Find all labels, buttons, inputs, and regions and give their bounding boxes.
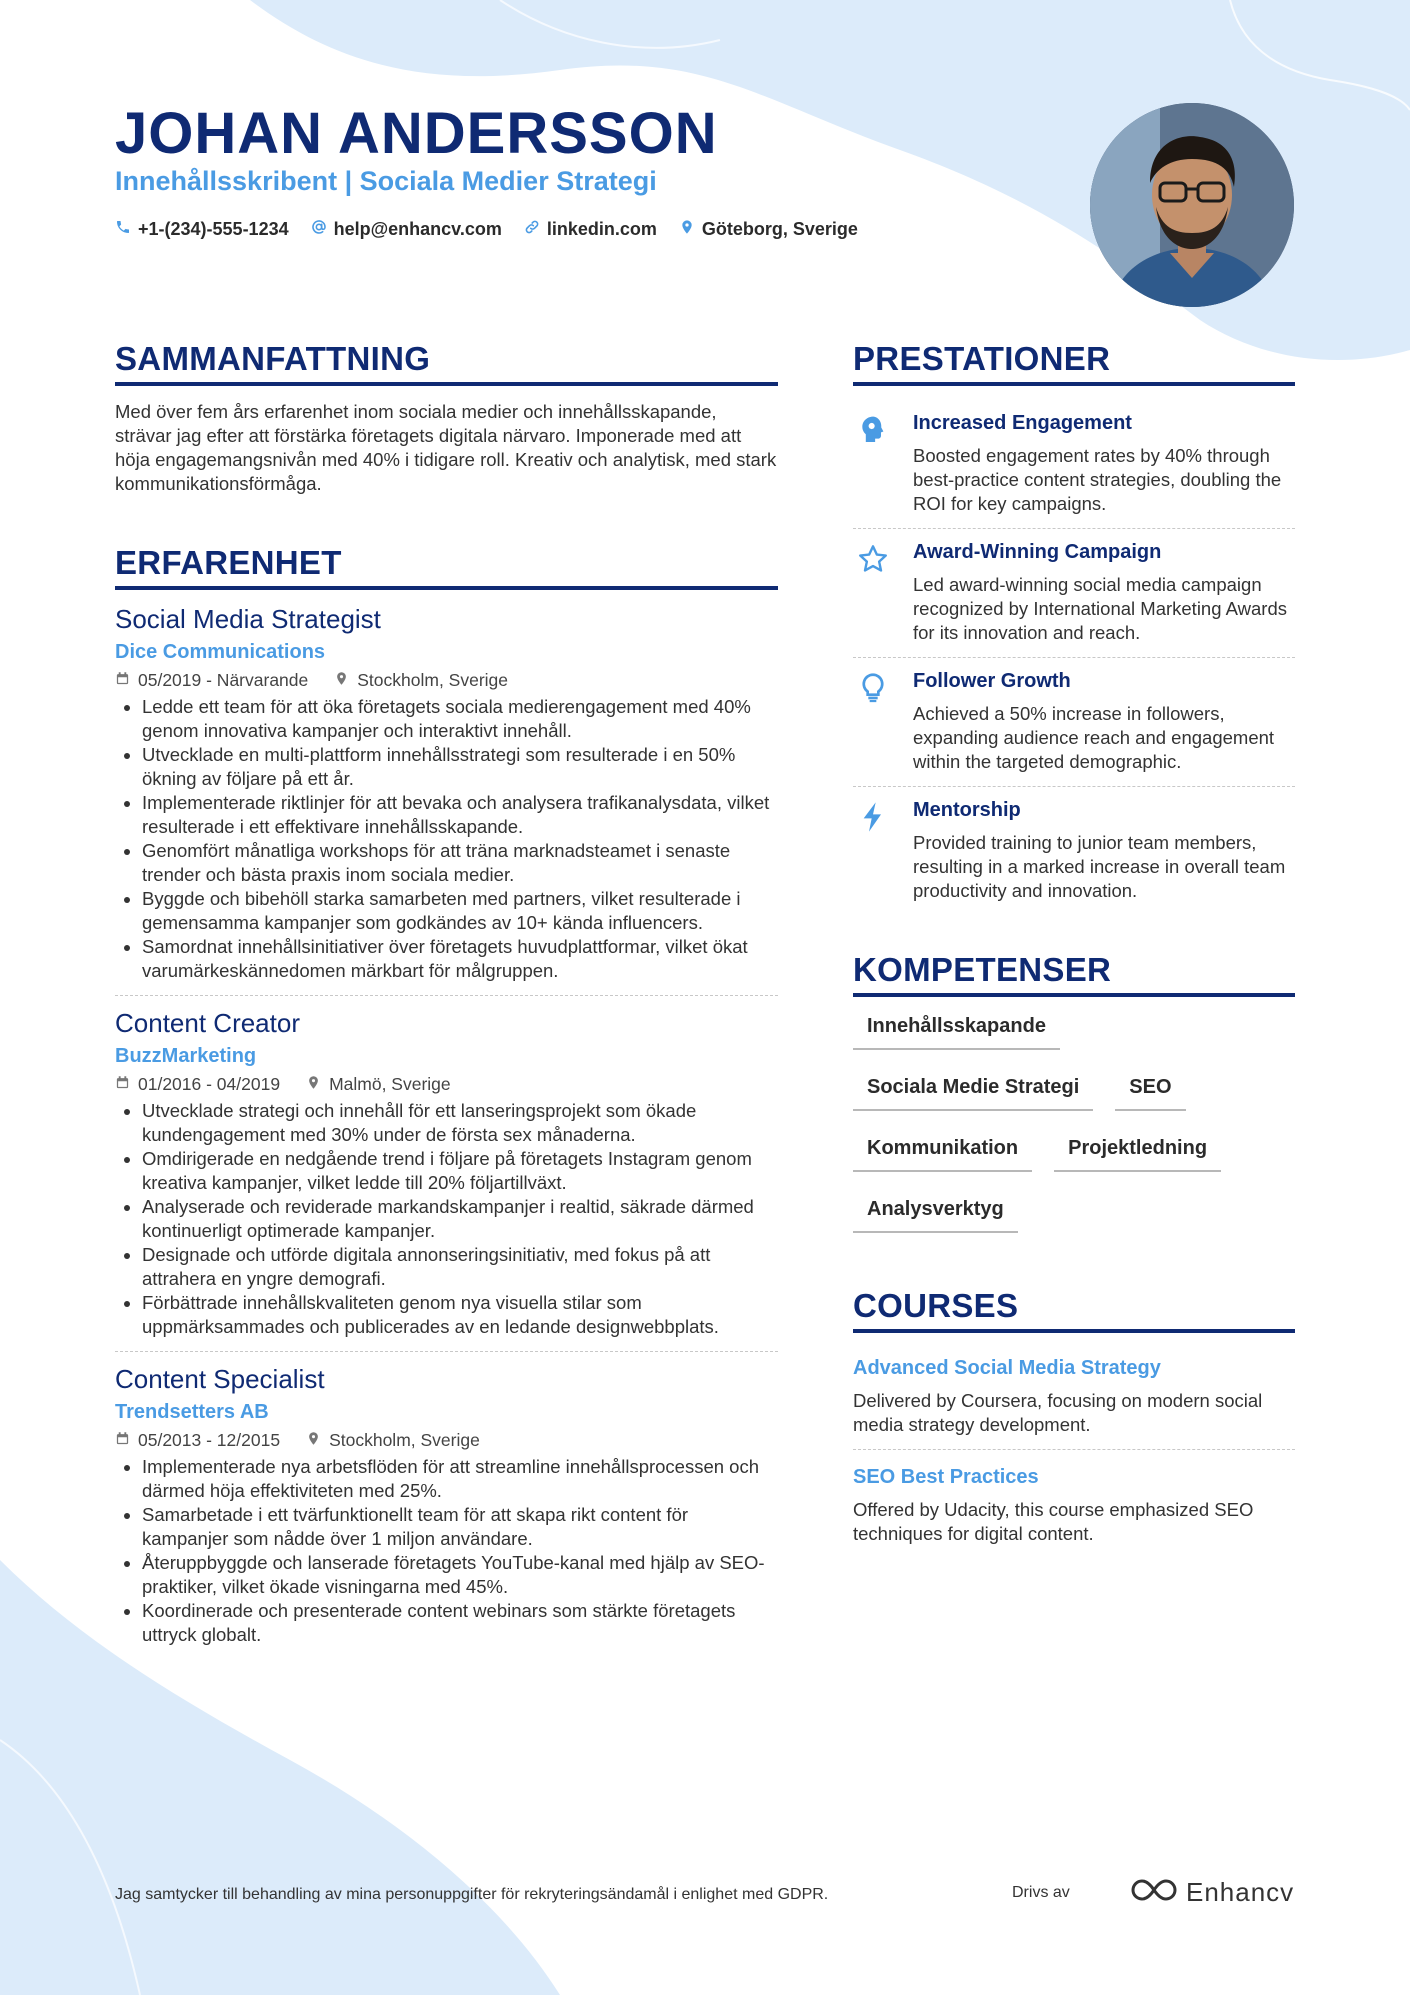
- job-title: Content Creator: [115, 1008, 300, 1038]
- skill-tag: Projektledning: [1054, 1133, 1221, 1172]
- location-text: Göteborg, Sverige: [701, 219, 858, 239]
- job-company: Dice Communications: [115, 641, 326, 663]
- achievement-item: [853, 400, 1295, 529]
- achievement-title: Award-Winning Campaign: [913, 541, 1162, 563]
- achievement-title: Mentorship: [913, 799, 1021, 821]
- skill-tag: SEO: [1115, 1072, 1185, 1111]
- experience-section-title: ERFARENHET: [115, 544, 778, 590]
- candidate-headline: Innehållsskribent | Sociala Medier Strategi: [115, 166, 657, 196]
- job-location: [306, 1074, 451, 1095]
- job-entry: [115, 995, 778, 1351]
- achievements-list: [853, 400, 1295, 915]
- job-bullet: • Designade och utförde digitala annonseringsinitiativ, med fokus på att attrahera en yngre demografi.: [142, 1243, 778, 1291]
- skill-tag: Sociala Medie Strategi: [853, 1072, 1093, 1111]
- job-bullet: • Analyserade och reviderade markandskampanjer i realtid, säkrade därmed kontinuerligt optimerade kampanjer.: [142, 1195, 778, 1243]
- contact-row: [115, 219, 858, 240]
- course-item: [853, 1449, 1295, 1558]
- achievement-desc: Provided training to junior team members, resulting in a marked increase in overall team productivity and innovation.: [913, 832, 1286, 901]
- linkedin-text: linkedin.com: [546, 219, 657, 239]
- calendar-icon: [115, 1430, 130, 1451]
- job-entry: [115, 1351, 778, 1659]
- location-pin-icon: [679, 219, 695, 240]
- job-meta: [115, 1430, 778, 1451]
- location-pin-icon: [306, 1430, 321, 1451]
- right-column: [853, 340, 1295, 1558]
- job-dates-text: 05/2013 - 12/2015: [138, 1430, 281, 1450]
- job-company: Trendsetters AB: [115, 1401, 269, 1423]
- skill-tag: Innehållsskapande: [853, 1011, 1060, 1050]
- course-item: [853, 1347, 1295, 1449]
- achievements-section-title: PRESTATIONER: [853, 340, 1295, 386]
- left-column: [115, 340, 778, 1659]
- phone-text: +1-(234)-555-1234: [138, 219, 289, 239]
- job-bullet: • Omdirigerade en nedgående trend i följare på företagets Instagram genom kreativa kampanjer, vilket ledde till 20% följartillväxt.: [142, 1147, 778, 1195]
- course-desc: Offered by Udacity, this course emphasized SEO techniques for digital content.: [853, 1499, 1254, 1544]
- contact-phone[interactable]: [115, 219, 289, 240]
- courses-section-title: COURSES: [853, 1287, 1295, 1333]
- job-title: Social Media Strategist: [115, 604, 381, 634]
- achievement-desc: Led award-winning social media campaign recognized by International Marketing Awards for its innovation and reach.: [913, 574, 1287, 643]
- lightbulb-icon: [853, 670, 893, 774]
- job-bullet: • Utvecklade en multi-plattform innehållsstrategi som resulterade i en 50% ökning av följare på ett år.: [142, 743, 778, 791]
- job-bullet: • Återuppbyggde och lanserade företagets YouTube-kanal med hjälp av SEO-praktiker, vilket ökade visningarna med 45%.: [142, 1551, 778, 1599]
- course-title: Advanced Social Media Strategy: [853, 1357, 1161, 1379]
- job-location-text: Malmö, Sverige: [329, 1074, 451, 1094]
- contact-email[interactable]: [311, 219, 502, 240]
- job-dates: [115, 1430, 280, 1451]
- achievement-item: [853, 658, 1295, 787]
- achievement-item: [853, 529, 1295, 658]
- enhancv-logo[interactable]: [1130, 1874, 1294, 1911]
- job-entry: [115, 604, 778, 995]
- achievement-item: [853, 787, 1295, 915]
- job-bullet: • Samordnat innehållsinitiativer över företagets huvudplattformar, vilket ökat varumärkeskännedomen märkbart för målgruppen.: [142, 935, 778, 983]
- job-meta: [115, 1074, 778, 1095]
- infinity-logo-icon: [1130, 1874, 1178, 1911]
- star-icon: [853, 541, 893, 645]
- job-bullet: • Implementerade nya arbetsflöden för att streamline innehållsprocessen och därmed höja effektiviteten med 25%.: [142, 1455, 778, 1503]
- course-desc: Delivered by Coursera, focusing on modern social media strategy development.: [853, 1390, 1263, 1435]
- skills-section-title: KOMPETENSER: [853, 951, 1295, 997]
- job-bullet: • Utvecklade strategi och innehåll för ett lanseringsprojekt som ökade kundengagement med 30% under de första sex månaderna.: [142, 1099, 778, 1147]
- job-bullet: • Samarbetade i ett tvärfunktionellt team för att skapa rikt content för kampanjer som nådde över 1 miljon användare.: [142, 1503, 778, 1551]
- job-bullets: [115, 1099, 778, 1339]
- job-dates-text: 01/2016 - 04/2019: [138, 1074, 281, 1094]
- job-bullets: [115, 1455, 778, 1647]
- job-location-text: Stockholm, Sverige: [357, 670, 509, 690]
- job-title: Content Specialist: [115, 1364, 325, 1394]
- head-idea-icon: [853, 412, 893, 516]
- email-text: help@enhancv.com: [333, 219, 502, 239]
- job-location: [334, 670, 508, 691]
- profile-photo: [1090, 103, 1294, 307]
- skills-list: [853, 1011, 1295, 1233]
- achievement-desc: Boosted engagement rates by 40% through best-practice content strategies, doubling the ROI for key campaigns.: [913, 445, 1282, 514]
- job-meta: [115, 670, 778, 691]
- job-bullet: • Implementerade riktlinjer för att bevaka och analysera trafikanalysdata, vilket resulterade i ett effektivare innehållsskapande.: [142, 791, 778, 839]
- skill-tag: Analysverktyg: [853, 1194, 1018, 1233]
- location-pin-icon: [306, 1074, 321, 1095]
- job-location-text: Stockholm, Sverige: [329, 1430, 480, 1450]
- gdpr-consent-text: Jag samtycker till behandling av mina personuppgifter för rekryteringsändamål i enlighet med GDPR.: [115, 1886, 829, 1903]
- job-bullet: • Koordinerade och presenterade content webinars som stärkte företagets uttryck globalt.: [142, 1599, 778, 1647]
- location-pin-icon: [334, 670, 349, 691]
- link-icon: [524, 219, 540, 240]
- achievement-title: Increased Engagement: [913, 412, 1132, 434]
- job-bullet: • Byggde och bibehöll starka samarbeten med partners, vilket resulterade i gemensamma kampanjer som godkändes av 10+ kända influencers.: [142, 887, 778, 935]
- job-dates: [115, 1074, 280, 1095]
- summary-text: Med över fem års erfarenhet inom sociala medier och innehållsskapande, strävar jag efter att förstärka företagets digitala närvaro. Imponerade med att höja engagemangsnivån med 40% i tidigare roll. Kreativ och analytisk, med stark kommunikationsförmåga.: [115, 401, 777, 494]
- course-title: SEO Best Practices: [853, 1466, 1039, 1488]
- job-location: [306, 1430, 480, 1451]
- achievement-title: Follower Growth: [913, 670, 1071, 692]
- calendar-icon: [115, 670, 130, 691]
- at-icon: [311, 219, 327, 240]
- job-bullet: • Ledde ett team för att öka företagets sociala medierengagement med 40% genom innovativa kampanjer och interaktivt innehåll.: [142, 695, 778, 743]
- job-dates-text: 05/2019 - Närvarande: [138, 670, 309, 690]
- candidate-name: JOHAN ANDERSSON: [115, 101, 718, 166]
- brand-name: Enhancv: [1186, 1877, 1295, 1907]
- lightning-bolt-icon: [853, 799, 893, 903]
- contact-location: [679, 219, 858, 240]
- job-company: BuzzMarketing: [115, 1045, 257, 1067]
- job-bullets: [115, 695, 778, 983]
- job-dates: [115, 670, 308, 691]
- skill-tag: Kommunikation: [853, 1133, 1032, 1172]
- achievement-desc: Achieved a 50% increase in followers, expanding audience reach and engagement within the targeted demographic.: [913, 703, 1275, 772]
- calendar-icon: [115, 1074, 130, 1095]
- summary-section-title: SAMMANFATTNING: [115, 340, 778, 386]
- phone-icon: [115, 219, 131, 240]
- contact-linkedin[interactable]: [524, 219, 657, 240]
- job-bullet: • Förbättrade innehållskvaliteten genom nya visuella stilar som uppmärksammades och publicerades av en ledande designwebbplats.: [142, 1291, 778, 1339]
- powered-by-label: Drivs av: [1012, 1884, 1070, 1901]
- job-bullet: • Genomfört månatliga workshops för att träna marknadsteamet i senaste trender och bästa praxis inom sociala medier.: [142, 839, 778, 887]
